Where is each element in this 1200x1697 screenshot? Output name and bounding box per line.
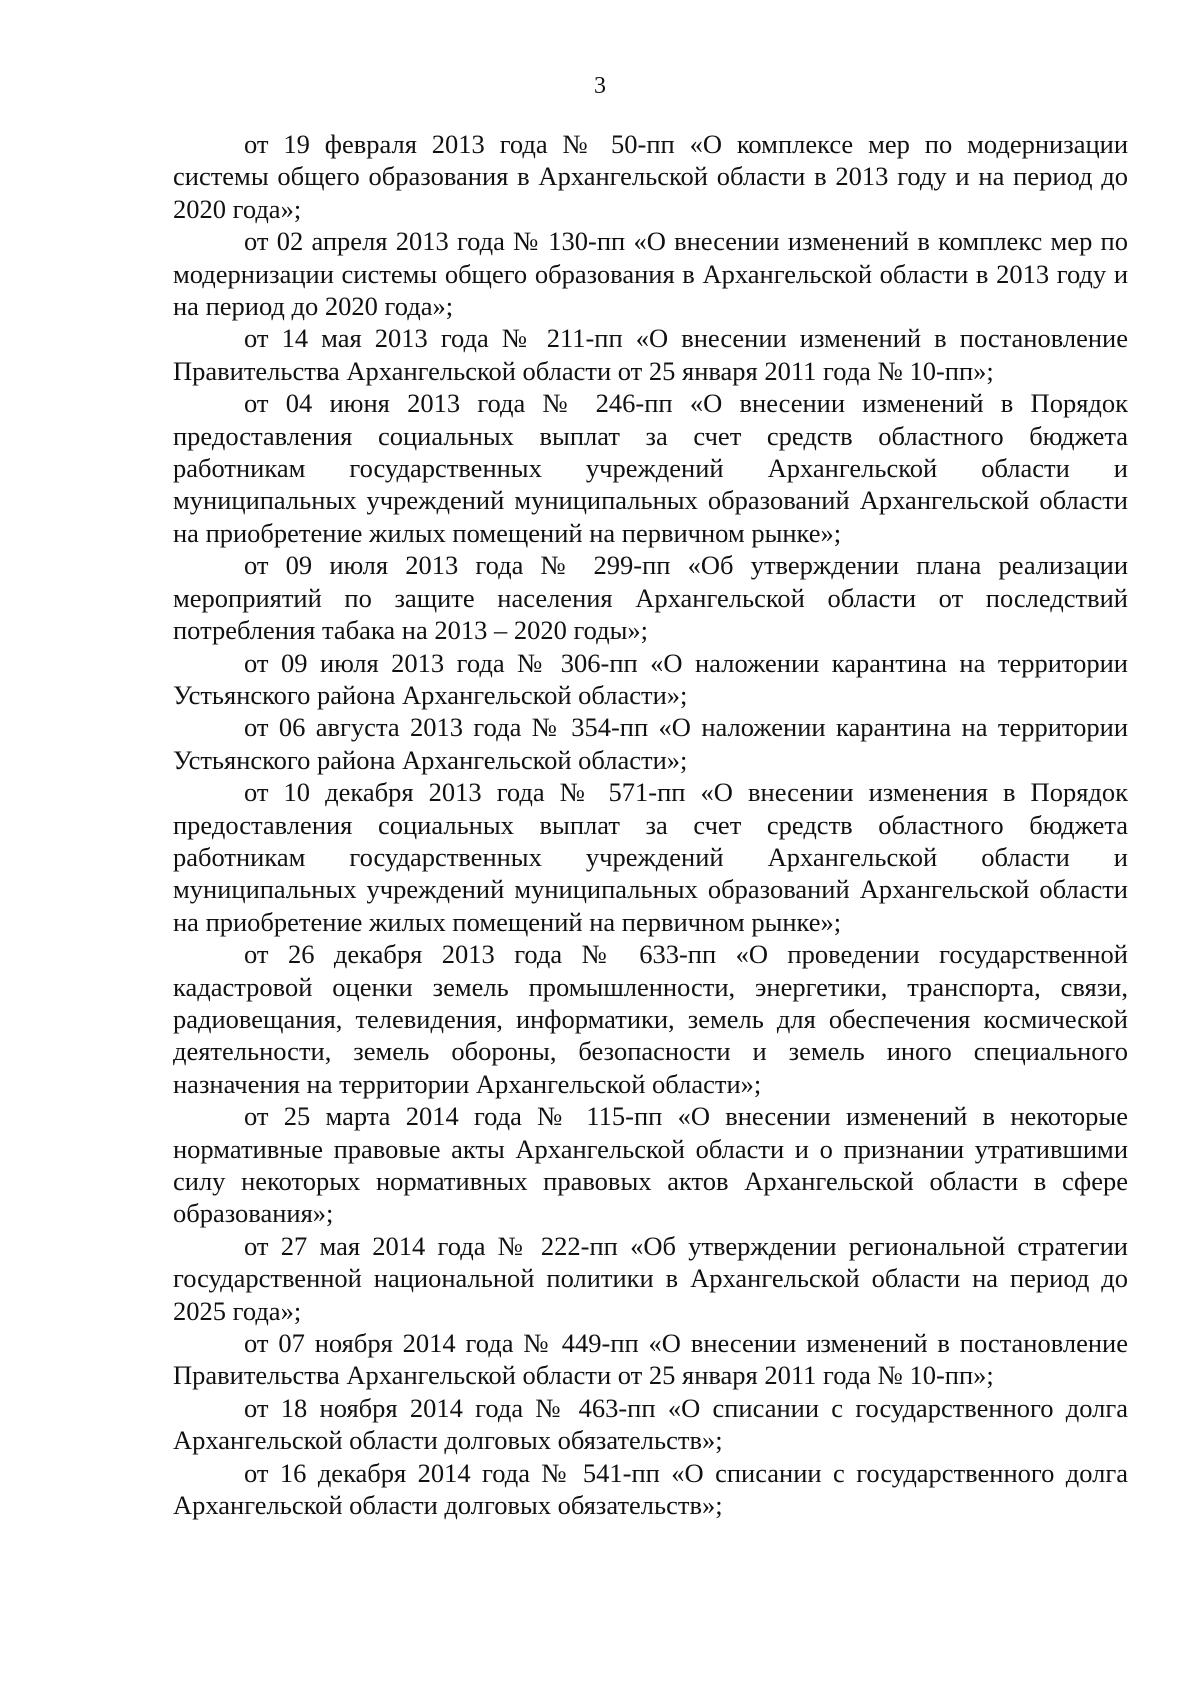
list-item: от 16 декабря 2014 года № 541-пп «О списании с государственного долга Архангельской области долговых обязательств»; — [173, 1457, 1128, 1521]
list-item: от 26 декабря 2013 года № 633-пп «О проведении государственной кадастровой оценки земель промышленности, энергетики, транспорта, связи, радиовещания, телевидения, информатики, земель для обеспечения космической деятельности, земель обороны, безопасности и земель иного специального назначения на территории Архангельской области»; — [173, 939, 1128, 1099]
list-item: от 04 июня 2013 года № 246-пп «О внесении изменений в Порядок предоставления социальных выплат за счет средств областного бюджета работникам государственных учреждений Архангельской области и муниципальных учреждений муниципальных образований Архангельской области на приобретение жилых помещений на первичном рынке»; — [173, 388, 1128, 548]
list-item: от 10 декабря 2013 года № 571-пп «О внесении изменения в Порядок предоставления социальных выплат за счет средств областного бюджета работникам государственных учреждений Архангельской области и муниципальных учреждений муниципальных образований Архангельской области на приобретение жилых помещений на первичном рынке»; — [173, 777, 1128, 937]
list-item: от 07 ноября 2014 года № 449-пп «О внесении изменений в постановление Правительства Архангельской области от 25 января 2011 года № 10-пп»; — [173, 1328, 1128, 1391]
list-item: от 27 мая 2014 года № 222-пп «Об утверждении региональной стратегии государственной национальной политики в Архангельской области на период до 2025 года»; — [173, 1230, 1128, 1326]
list-item: от 09 июля 2013 года № 306-пп «О наложении карантина на территории Устьянского района Архангельской области»; — [173, 647, 1128, 710]
list-item: от 09 июля 2013 года № 299-пп «Об утверждении плана реализации мероприятий по защите населения Архангельской области от последствий потребления табака на 2013 – 2020 годы»; — [173, 550, 1128, 646]
document-body — [173, 128, 1128, 1521]
list-item: от 14 мая 2013 года № 211-пп «О внесении изменений в постановление Правительства Архангельской области от 25 января 2011 года № 10-пп»; — [173, 323, 1128, 386]
list-item: от 06 августа 2013 года № 354-пп «О наложении карантина на территории Устьянского района Архангельской области»; — [173, 712, 1128, 775]
list-item: от 02 апреля 2013 года № 130-пп «О внесении изменений в комплекс мер по модернизации системы общего образования в Архангельской области в 2013 году и на период до 2020 года»; — [173, 226, 1128, 322]
list-item: от 25 марта 2014 года № 115-пп «О внесении изменений в некоторые нормативные правовые акты Архангельской области и о признании утратившими силу некоторых нормативных правовых актов Архангельской области в сфере образования»; — [173, 1101, 1128, 1229]
list-item: от 18 ноября 2014 года № 463-пп «О списании с государственного долга Архангельской области долговых обязательств»; — [173, 1392, 1128, 1456]
page-number: 3 — [594, 73, 606, 99]
list-item: от 19 февраля 2013 года № 50-пп «О комплексе мер по модернизации системы общего образования в Архангельской области в 2013 году и на период до 2020 года»; — [173, 129, 1128, 224]
